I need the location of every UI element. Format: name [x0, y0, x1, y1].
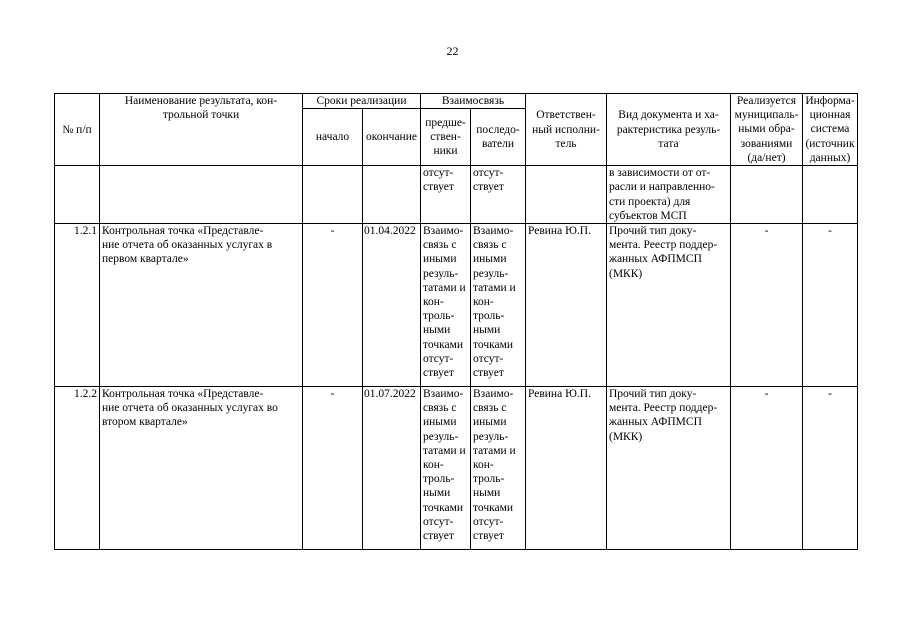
header-relation: Взаимосвязь — [421, 94, 526, 109]
header-municipal: Реализуется муниципаль- ными обра- зованиями (да/нет) — [731, 94, 803, 166]
cell-info-system: - — [803, 387, 858, 550]
cell-predecessors: отсут- ствует — [421, 166, 471, 224]
header-end: окончание — [363, 109, 421, 166]
header-terms: Сроки реализации — [303, 94, 421, 109]
cell-end: 01.07.2022 — [363, 387, 421, 550]
cell-responsible: Ревина Ю.П. — [526, 387, 607, 550]
header-predecessors: предше- ствен- ники — [421, 109, 471, 166]
table-row — [55, 387, 858, 550]
table-row-continuation — [55, 166, 858, 224]
cell-document: Прочий тип доку- мента. Реестр поддер- жанных АФПМСП (МКК) — [607, 224, 731, 387]
header-responsible: Ответствен- ный исполни- тель — [526, 94, 607, 166]
cell-start — [303, 166, 363, 224]
cell-start: - — [303, 224, 363, 387]
cell-successors: отсут- ствует — [471, 166, 526, 224]
cell-responsible — [526, 166, 607, 224]
cell-municipal: - — [731, 387, 803, 550]
cell-municipal: - — [731, 224, 803, 387]
cell-name: Контрольная точка «Представле- ние отчета об оказанных услугах в первом квартале» — [100, 224, 303, 387]
cell-info-system — [803, 166, 858, 224]
cell-info-system: - — [803, 224, 858, 387]
cell-end — [363, 166, 421, 224]
cell-num: 1.2.2 — [55, 387, 100, 550]
cell-document: в зависимости от от- расли и направленно- сти проекта) для субъектов МСП — [607, 166, 731, 224]
header-start: начало — [303, 109, 363, 166]
results-table — [54, 93, 858, 550]
header-document: Вид документа и ха- рактеристика резуль- тата — [607, 94, 731, 166]
page-number: 22 — [446, 44, 459, 58]
cell-num: 1.2.1 — [55, 224, 100, 387]
cell-successors: Взаимо- связь с иными резуль- татами и кон- троль- ными точками отсут- ствует — [471, 387, 526, 550]
header-successors: последо- ватели — [471, 109, 526, 166]
cell-name: Контрольная точка «Представле- ние отчета об оказанных услугах во втором квартале» — [100, 387, 303, 550]
header-num: № п/п — [55, 94, 100, 166]
cell-document: Прочий тип доку- мента. Реестр поддер- жанных АФПМСП (МКК) — [607, 387, 731, 550]
table-row — [55, 224, 858, 387]
cell-successors: Взаимо- связь с иными резуль- татами и кон- троль- ными точками отсут- ствует — [471, 224, 526, 387]
cell-start: - — [303, 387, 363, 550]
header-info-system: Информа- ционная система (источник данных) — [803, 94, 858, 166]
cell-predecessors: Взаимо- связь с иными резуль- татами и кон- троль- ными точками отсут- ствует — [421, 387, 471, 550]
cell-municipal — [731, 166, 803, 224]
cell-responsible: Ревина Ю.П. — [526, 224, 607, 387]
cell-predecessors: Взаимо- связь с иными резуль- татами и кон- троль- ными точками отсут- ствует — [421, 224, 471, 387]
cell-name — [100, 166, 303, 224]
cell-num — [55, 166, 100, 224]
header-name: Наименование результата, кон- трольной точки — [100, 94, 303, 166]
cell-end: 01.04.2022 — [363, 224, 421, 387]
